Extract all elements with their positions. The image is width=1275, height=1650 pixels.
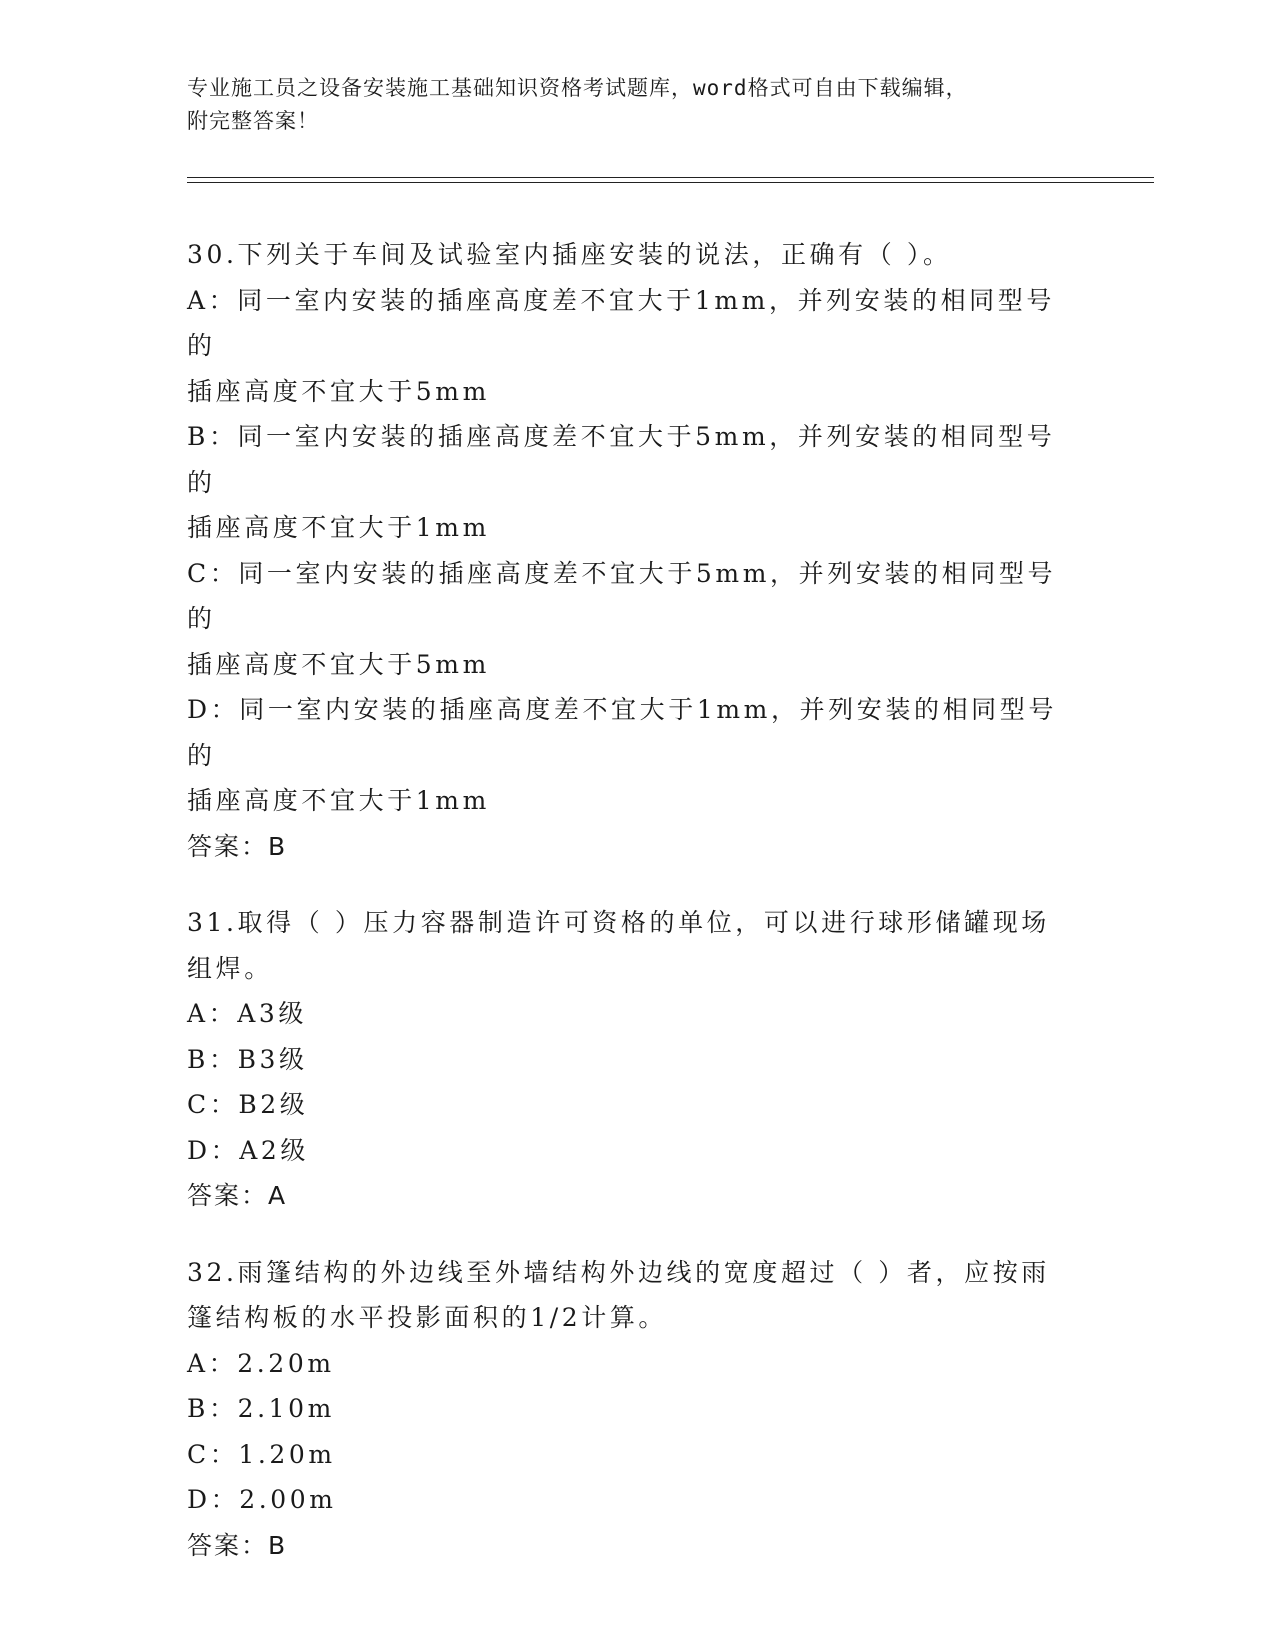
answer: 答案：B — [187, 1530, 288, 1560]
option-b: B：同一室内安装的插座高度差不宜大于5mm，并列安装的相同型号的 — [187, 422, 1056, 497]
answer: 答案：B — [187, 831, 288, 861]
question-stem: 32.雨篷结构的外边线至外墙结构外边线的宽度超过（ ）者，应按雨 — [187, 1257, 1050, 1287]
header-line: 附完整答案！ — [187, 109, 319, 133]
option-d: D：2.00m — [187, 1485, 337, 1514]
option-c: C：同一室内安装的插座高度差不宜大于5mm，并列安装的相同型号的 — [187, 558, 1057, 633]
option-c: C：1.20m — [187, 1439, 336, 1469]
question-stem-cont: 组焊。 — [187, 953, 273, 983]
question-30 — [187, 232, 1067, 869]
question-list — [187, 232, 1067, 1599]
option-d-cont: 插座高度不宜大于1mm — [187, 786, 490, 815]
question-31 — [187, 900, 1067, 1219]
question-stem: 30.下列关于车间及试验室内插座安装的说法，正确有（ ）。 — [187, 240, 952, 269]
option-c-cont: 插座高度不宜大于5mm — [187, 649, 490, 679]
option-a: A：同一室内安装的插座高度差不宜大于1mm，并列安装的相同型号的 — [187, 285, 1055, 360]
option-b-cont: 插座高度不宜大于1mm — [187, 513, 490, 542]
option-b: B：B3级 — [187, 1044, 308, 1074]
question-stem: 31.取得（ ）压力容器制造许可资格的单位，可以进行球形储罐现场 — [187, 908, 1050, 937]
question-32 — [187, 1250, 1067, 1569]
header-line: 专业施工员之设备安装施工基础知识资格考试题库，word格式可自由下载编辑， — [187, 76, 968, 100]
option-a: A：2.20m — [187, 1348, 335, 1378]
option-d: D：同一室内安装的插座高度差不宜大于1mm，并列安装的相同型号的 — [187, 695, 1057, 770]
option-b: B：2.10m — [187, 1394, 335, 1423]
question-stem-cont: 篷结构板的水平投影面积的1/2计算。 — [187, 1303, 668, 1332]
option-d: D：A2级 — [187, 1135, 310, 1165]
option-c: C：B2级 — [187, 1090, 309, 1119]
answer: 答案：A — [187, 1181, 288, 1210]
header-divider-bottom — [187, 182, 1154, 183]
header-divider-top — [187, 177, 1154, 178]
document-header — [187, 72, 1087, 138]
option-a: A：A3级 — [187, 999, 308, 1028]
option-a-cont: 插座高度不宜大于5mm — [187, 376, 490, 406]
